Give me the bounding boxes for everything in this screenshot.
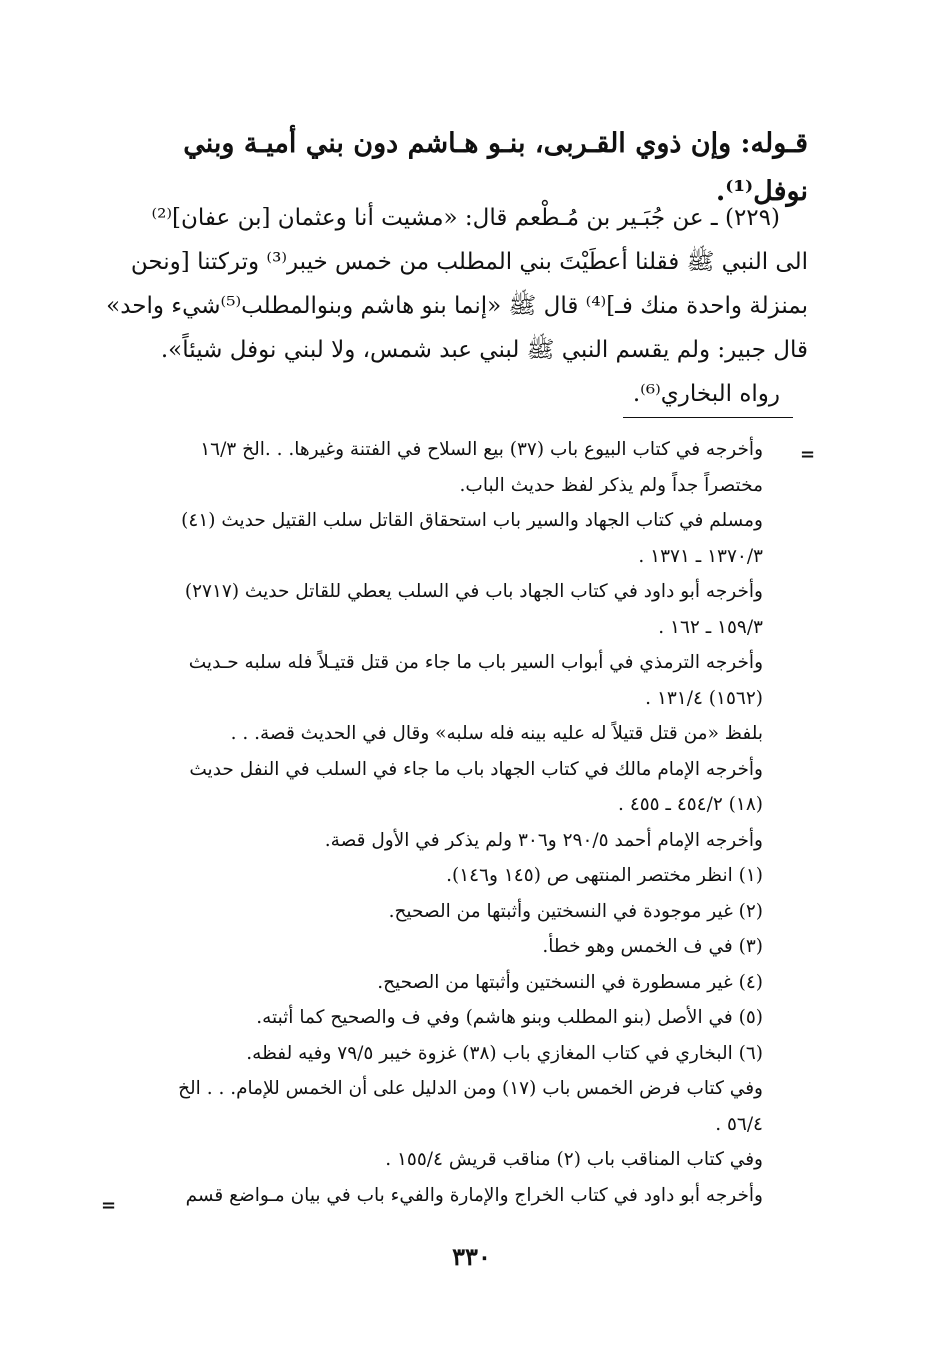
footnote-line: وفي كتاب المناقب باب (٢) مناقب قريش ١٥٥/٤ .	[385, 1149, 763, 1170]
footnote-line: ١٣٧٠/٣ ـ ١٣٧١ .	[638, 545, 763, 567]
footnote-line: مختصراً جداً ولم يذكر لفظ حديث الباب.	[459, 474, 763, 496]
footnote-line: (١٥٦٢) ١٣١/٤ .	[645, 687, 763, 709]
footnote-line: (٤) غير مسطورة في النسختين وأثبتها من الصحيح.	[377, 971, 763, 993]
footnote-line: (٣) في ف الخمس وهو خطأ.	[542, 936, 763, 957]
footnote-line: وأخرجه الإمام أحمد ٢٩٠/٥ و٣٠٦ ولم يذكر في الأول قصة.	[324, 829, 763, 851]
hadith-body	[100, 196, 808, 416]
footnote-line: وأخرجه الإمام مالك في كتاب الجهاد باب ما جاء في السلب في النفل حديث	[189, 758, 763, 780]
footnote-line: وأخرجه أبو داود في كتاب الجهاد باب في السلب يعطي للقاتل حديث (٢٧١٧)	[184, 581, 763, 602]
body-line: رواه البخاري⁽⁶⁾.	[632, 381, 780, 407]
footnote-separator	[623, 417, 793, 418]
footnote-line: وأخرجه في كتاب البيوع باب (٣٧) بيع السلاح في الفتنة وغيرها. . .الخ ١٦/٣	[200, 439, 763, 460]
page-number: ٣٣٠	[452, 1242, 491, 1271]
footnote-line: بلفظ «من قتل قتيلاً له عليه بينه فله سلبه» وقال في الحديث قصة. . .	[230, 723, 763, 744]
footnote-line: (١) انظر مختصر المنتهى ص (١٤٥ و١٤٦).	[446, 865, 763, 886]
footnote-line: ١٥٩/٣ ـ ١٦٢ .	[658, 616, 763, 638]
heading-line-1: قـوله: وإن ذوي القـربى، بنـو هـاشم دون بني أميـة وبني	[183, 128, 808, 159]
continuation-mark: =	[800, 444, 816, 465]
footnotes	[100, 432, 763, 1213]
footnote-line: وأخرجه أبو داود في كتاب الخراج والإمارة والفيء باب في بيان مـواضع قسم	[185, 1184, 763, 1206]
body-line: بمنزلة واحدة منك فـ]⁽⁴⁾ قال ﷺ «إنما بنو هاشم وبنوالمطلب⁽⁵⁾شيء واحد»	[106, 293, 808, 319]
footnote-line: ٥٦/٤ .	[715, 1113, 763, 1135]
footnote-line: وفي كتاب فرض الخمس باب (١٧) ومن الدليل على أن الخمس للإمام. . . الخ	[178, 1078, 763, 1099]
footnote-line: (٥) في الأصل (بنو المطلب وبنو هاشم) وفي ف والصحيح كما أثبته.	[256, 1007, 763, 1028]
heading-line-2: نوفل⁽¹⁾.	[715, 176, 808, 207]
footnote-line: وأخرجه الترمذي في أبواب السير باب ما جاء من قتل قتيـلاً فله سلبه حـديث	[188, 652, 763, 673]
footnote-line: ومسلم في كتاب الجهاد والسير باب استحقاق القاتل سلب القتيل حديث (٤١)	[181, 510, 763, 531]
continuation-end-mark: =	[101, 1195, 117, 1216]
body-line: (٢٢٩) ـ عن جُبَـير بن مُـطْعم قال: «مشيت أنا وعثمان [بن عفان]⁽²⁾	[151, 205, 780, 231]
footnote-line: (٢) غير موجودة في النسختين وأثبتها من الصحيح.	[388, 900, 763, 922]
body-line: قال جبير: ولم يقسم النبي ﷺ لبني عبد شمس، ولا لبني نوفل شيئاً».	[160, 337, 808, 363]
footnote-line: (١٨) ٤٥٤/٢ ـ ٤٥٥ .	[618, 794, 763, 815]
footnote-line: (٦) البخاري في كتاب المغازي باب (٣٨) غزوة خيبر ٧٩/٥ وفيه لفظه.	[246, 1042, 763, 1064]
body-line: الى النبي ﷺ فقلنا أعطَيْتَ بني المطلب من خمس خيبر⁽³⁾ وتركتنا [ونحن	[130, 249, 808, 275]
